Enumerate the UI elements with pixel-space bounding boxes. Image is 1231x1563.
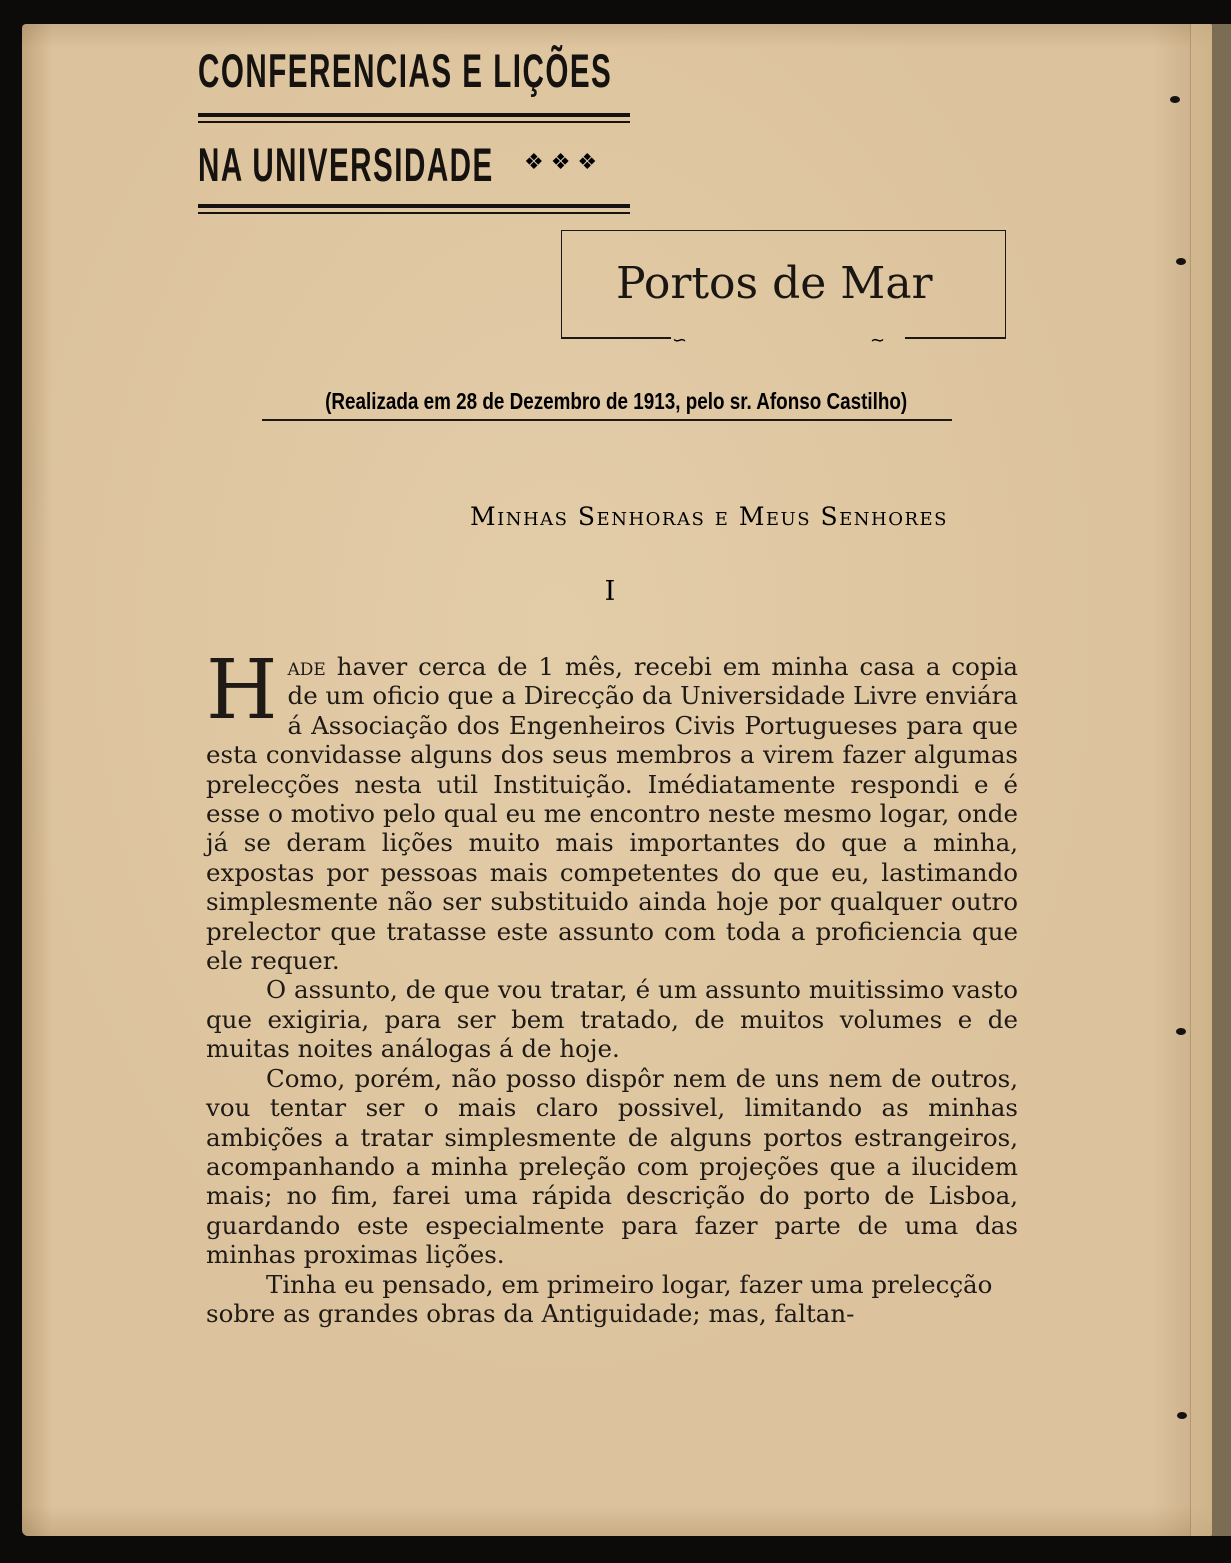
paragraph: Tinha eu pensado, em primeiro logar, fazer uma prelecção sobre as grandes obras da Antiguidade; mas, faltan- bbox=[206, 1269, 993, 1328]
paragraph-text: haver cerca de 1 mês, recebi em minha casa a copia de um oficio que a Direcção da Universidade Livre enviára á Associação dos Engenheiros Civis Portugueses para que esta convidasse alguns dos seus membros a virem fazer algumas prelecções nesta util Instituição. Imédiatamente respondi e é esse o motivo pelo qual eu me encontro neste mesmo logar, onde já se deram lições muito mais importantes do que a minha, expostas por pessoas mais competentes do que eu, lastimando simplesmente não ser substituido ainda hoje por qualquer outro prelector que tratasse este assunto com toda a proficiencia que ele requer. bbox=[206, 652, 1018, 976]
series-header-text: NA UNIVERSIDADE bbox=[198, 139, 494, 192]
header-rule bbox=[198, 204, 630, 208]
paragraph bbox=[206, 643, 1018, 976]
title-frame-rule bbox=[905, 337, 1006, 339]
paragraph: Como, porém, não posso dispôr nem de uns nem de outros, vou tentar ser o mais claro possivel, limitando as minhas ambições a tratar simplesmente de alguns portos estrangeiros, acompanhando a minha preleção com projeções que a ilucidem mais; no fim, farei uma rápida descrição do porto de Lisboa, guardando este especialmente para fazer parte de uma das minhas proximas lições. bbox=[206, 1063, 1018, 1270]
ornament-icon: ❖ ❖ ❖ bbox=[524, 150, 598, 175]
lecture-title: Portos de Mar bbox=[616, 258, 933, 309]
title-frame-rule bbox=[561, 337, 671, 339]
drop-cap-continuation: ade bbox=[287, 652, 326, 681]
header-rule bbox=[198, 121, 630, 123]
subtitle-rule bbox=[262, 419, 952, 421]
series-header-line1 bbox=[198, 45, 630, 98]
salutation: Minhas Senhoras e Meus Senhores bbox=[470, 502, 948, 531]
body-text bbox=[206, 643, 1018, 1328]
binding-mark bbox=[1177, 1412, 1187, 1419]
facing-page-edge bbox=[1190, 24, 1231, 1536]
flourish-right-icon: ∼ bbox=[870, 330, 886, 351]
binding-mark bbox=[1176, 258, 1186, 265]
series-header-text: CONFERENCIAS E LIÇÕES bbox=[198, 45, 613, 98]
binding-mark bbox=[1170, 96, 1180, 103]
binding-mark bbox=[1176, 1028, 1186, 1035]
lecture-subtitle: (Realizada em 28 de Dezembro de 1913, pelo sr. Afonso Castilho) bbox=[325, 388, 908, 414]
header-ornaments bbox=[516, 150, 597, 175]
flourish-left-icon: ∽ bbox=[672, 330, 688, 351]
section-number: I bbox=[604, 576, 616, 607]
header-rule bbox=[198, 212, 630, 214]
drop-cap: H bbox=[206, 643, 278, 738]
paragraph: O assunto, de que vou tratar, é um assunto muitissimo vasto que exigiria, para ser bem tratado, de muitos volumes e de muitas noites análogas á de hoje. bbox=[206, 975, 1018, 1064]
header-rule bbox=[198, 113, 630, 117]
